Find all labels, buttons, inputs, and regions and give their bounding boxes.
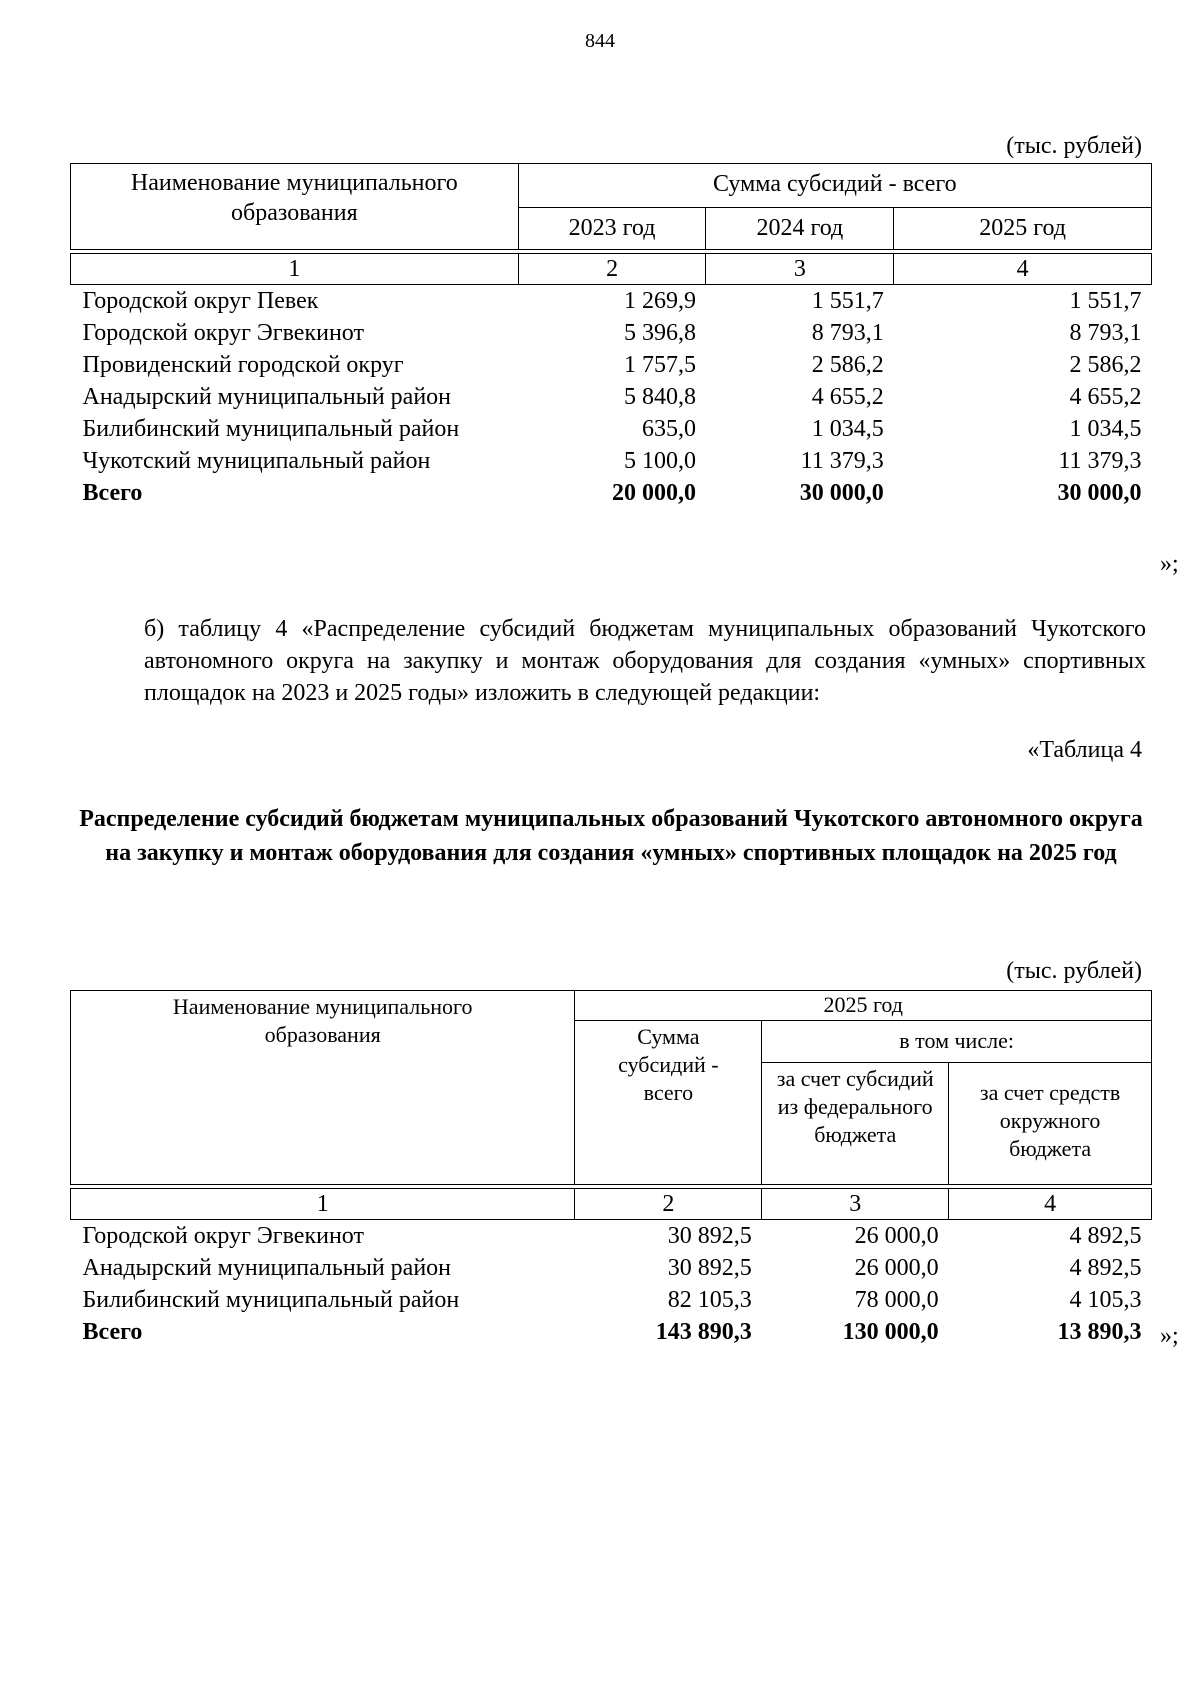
table2-header-federal: за счет субсидий из федерального бюджета	[762, 1063, 949, 1185]
table1-column-numbers	[71, 254, 1152, 285]
paragraph-text: б) таблицу 4 «Распределение субсидий бюджетам муниципальных образований Чукотского автономного округа на закупку и монтаж оборудования для создания «умных» спортивных площадок на 2023 и 2025 годы» изложить в следующей редакции:	[144, 616, 1146, 706]
row-name: Городской округ Эгвекинот	[82, 320, 364, 346]
row-value: 5 840,8	[623, 384, 696, 410]
row-value: 1 034,5	[1069, 416, 1142, 442]
row-name: Городской округ Эгвекинот	[82, 1223, 364, 1249]
row-value: 1 757,5	[623, 352, 696, 378]
table2	[70, 990, 1152, 1348]
table1-header-year: 2023 год	[518, 208, 706, 250]
row-value: 8 793,1	[1069, 320, 1142, 346]
table1-header-year: 2025 год	[894, 208, 1152, 250]
table-total-row	[71, 477, 1152, 509]
row-name: Анадырский муниципальный район	[82, 384, 452, 410]
row-value: 2 586,2	[1069, 352, 1142, 378]
row-value: 635,0	[641, 416, 696, 442]
row-name: Анадырский муниципальный район	[82, 1255, 452, 1281]
row-value: 4 892,5	[1069, 1223, 1142, 1249]
row-value: 5 100,0	[623, 448, 696, 474]
row-value: 26 000,0	[854, 1255, 939, 1281]
total-value: 20 000,0	[611, 480, 696, 506]
table2-header-district: за счет средств окружного бюджета	[949, 1063, 1152, 1185]
row-value: 26 000,0	[854, 1223, 939, 1249]
table2-colnum: 3	[762, 1189, 949, 1220]
row-value: 1 269,9	[623, 288, 696, 314]
table1	[70, 163, 1152, 509]
row-value: 11 379,3	[800, 448, 884, 474]
row-value: 8 793,1	[811, 320, 884, 346]
table2-colnum: 2	[575, 1189, 762, 1220]
total-value: 30 000,0	[1057, 480, 1142, 506]
table2-colnum: 4	[949, 1189, 1152, 1220]
row-value: 2 586,2	[811, 352, 884, 378]
row-name: Чукотский муниципальный район	[82, 448, 431, 474]
table-total-row	[71, 1316, 1152, 1348]
total-label: Всего	[82, 480, 143, 506]
row-value: 1 551,7	[811, 288, 884, 314]
table-row	[71, 1220, 1152, 1253]
amendment-paragraph	[74, 613, 1146, 709]
total-value: 130 000,0	[842, 1319, 939, 1345]
table-row	[71, 445, 1152, 477]
table2-header-year: 2025 год	[575, 991, 1152, 1021]
row-value: 30 892,5	[667, 1223, 752, 1249]
table1-colnum: 2	[518, 254, 706, 285]
table2-units: (тыс. рублей)	[1006, 958, 1142, 984]
row-value: 4 105,3	[1069, 1287, 1142, 1313]
table2-colnum: 1	[71, 1189, 575, 1220]
row-name: Провиденский городской округ	[82, 352, 404, 378]
table1-header-year: 2024 год	[706, 208, 894, 250]
row-name: Билибинский муниципальный район	[82, 1287, 460, 1313]
row-value: 5 396,8	[623, 320, 696, 346]
table2-header-total: Сумма субсидий - всего	[575, 1021, 762, 1185]
row-name: Городской округ Певек	[82, 288, 319, 314]
total-value: 30 000,0	[799, 480, 884, 506]
table1-colnum: 1	[71, 254, 519, 285]
table2-closing-quote: »;	[1160, 1323, 1179, 1349]
table1-units: (тыс. рублей)	[1006, 133, 1142, 159]
row-value: 1 551,7	[1069, 288, 1142, 314]
table2-title: Распределение субсидий бюджетам муниципальных образований Чукотского автономного округа на закупку и монтаж оборудования для создания «умных» спортивных площадок на 2025 год	[79, 806, 1143, 866]
row-value: 4 655,2	[1069, 384, 1142, 410]
total-value: 13 890,3	[1057, 1319, 1142, 1345]
table2-header-name: Наименование муниципального образования	[71, 991, 575, 1185]
row-value: 4 655,2	[811, 384, 884, 410]
table-row	[71, 317, 1152, 349]
page-number: 844	[585, 30, 615, 52]
row-value: 1 034,5	[811, 416, 884, 442]
table1-colnum: 4	[894, 254, 1152, 285]
table-row	[71, 285, 1152, 318]
row-value: 4 892,5	[1069, 1255, 1142, 1281]
row-value: 30 892,5	[667, 1255, 752, 1281]
row-value: 82 105,3	[667, 1287, 752, 1313]
table-reference: «Таблица 4	[1027, 737, 1142, 763]
total-value: 143 890,3	[655, 1319, 752, 1345]
table1-colnum: 3	[706, 254, 894, 285]
table-row	[71, 1284, 1152, 1316]
table2-header-including: в том числе:	[762, 1021, 1152, 1063]
table1-header-group: Сумма субсидий - всего	[518, 164, 1151, 208]
row-value: 11 379,3	[1058, 448, 1142, 474]
table1-closing-quote: »;	[1160, 551, 1179, 577]
row-name: Билибинский муниципальный район	[82, 416, 460, 442]
table1-header-name: Наименование муниципального образования	[71, 164, 519, 250]
table2-column-numbers	[71, 1189, 1152, 1220]
table-row	[71, 381, 1152, 413]
table-row	[71, 349, 1152, 381]
row-value: 78 000,0	[854, 1287, 939, 1313]
table-row	[71, 413, 1152, 445]
total-label: Всего	[82, 1319, 143, 1345]
table-row	[71, 1252, 1152, 1284]
